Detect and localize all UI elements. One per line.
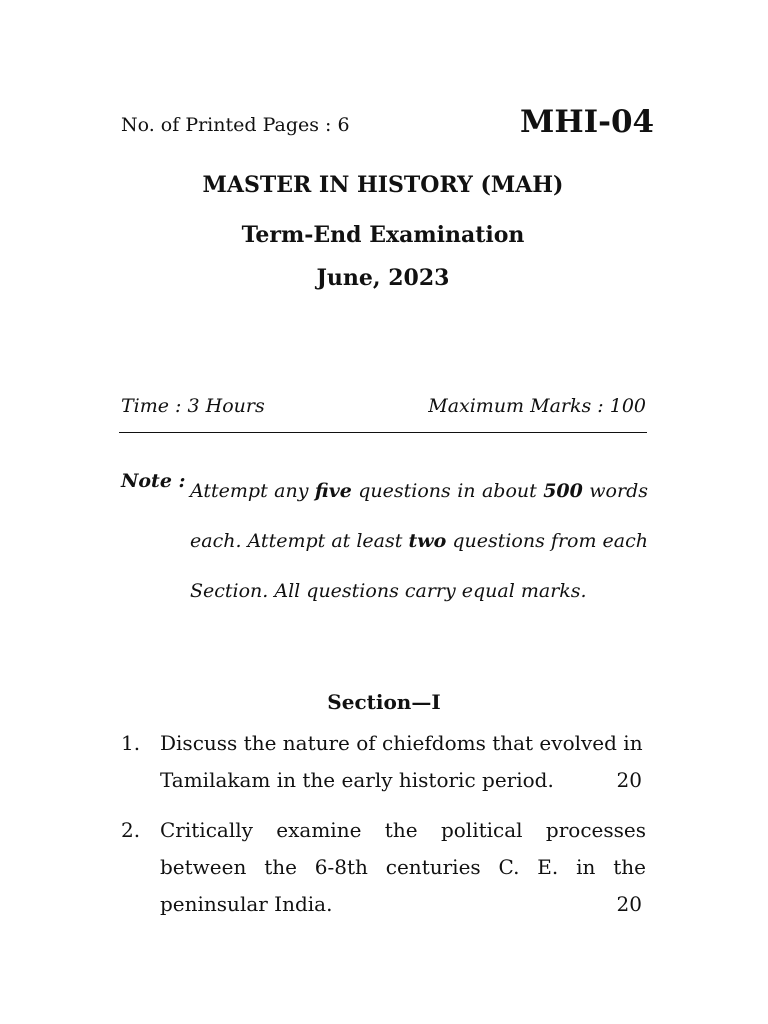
question-line: Discuss the nature of chiefdoms that evolved in bbox=[160, 731, 643, 755]
exam-title: Term-End Examination bbox=[241, 222, 525, 248]
note-emphasis: two bbox=[408, 530, 447, 552]
maximum-marks: Maximum Marks : 100 bbox=[428, 395, 646, 417]
note-text: Attempt any bbox=[190, 480, 315, 502]
question-last-line bbox=[160, 762, 646, 799]
printed-pages-count: No. of Printed Pages : 6 bbox=[121, 114, 350, 136]
question-line: Critically examine the political processes between the 6-8th centuries C. E. in the bbox=[160, 818, 646, 879]
question-line: peninsular India. bbox=[160, 892, 333, 916]
note-emphasis: five bbox=[314, 480, 352, 502]
exam-duration: Time : 3 Hours bbox=[121, 395, 265, 417]
question-text bbox=[160, 812, 646, 923]
exam-session: June, 2023 bbox=[316, 265, 450, 291]
question-number: 2. bbox=[121, 818, 141, 842]
question-marks: 20 bbox=[616, 892, 642, 916]
note-emphasis: 500 bbox=[543, 480, 583, 502]
question-line: Tamilakam in the early historic period. bbox=[160, 768, 554, 792]
programme-title: MASTER IN HISTORY (MAH) bbox=[202, 172, 564, 198]
note-text: words each. Attempt at least bbox=[190, 480, 648, 552]
header-divider bbox=[119, 432, 647, 433]
note-text: questions from each Section. All questions carry equal marks. bbox=[190, 530, 648, 602]
question-marks: 20 bbox=[616, 768, 642, 792]
question-last-line bbox=[160, 886, 646, 923]
paper-code: MHI-04 bbox=[520, 104, 655, 140]
note-instructions bbox=[190, 466, 648, 616]
note-text: questions in about bbox=[351, 480, 544, 502]
question-number: 1. bbox=[121, 731, 141, 755]
section-title: Section—I bbox=[327, 690, 441, 714]
note-label: Note : bbox=[121, 470, 186, 492]
question-text bbox=[160, 725, 646, 799]
